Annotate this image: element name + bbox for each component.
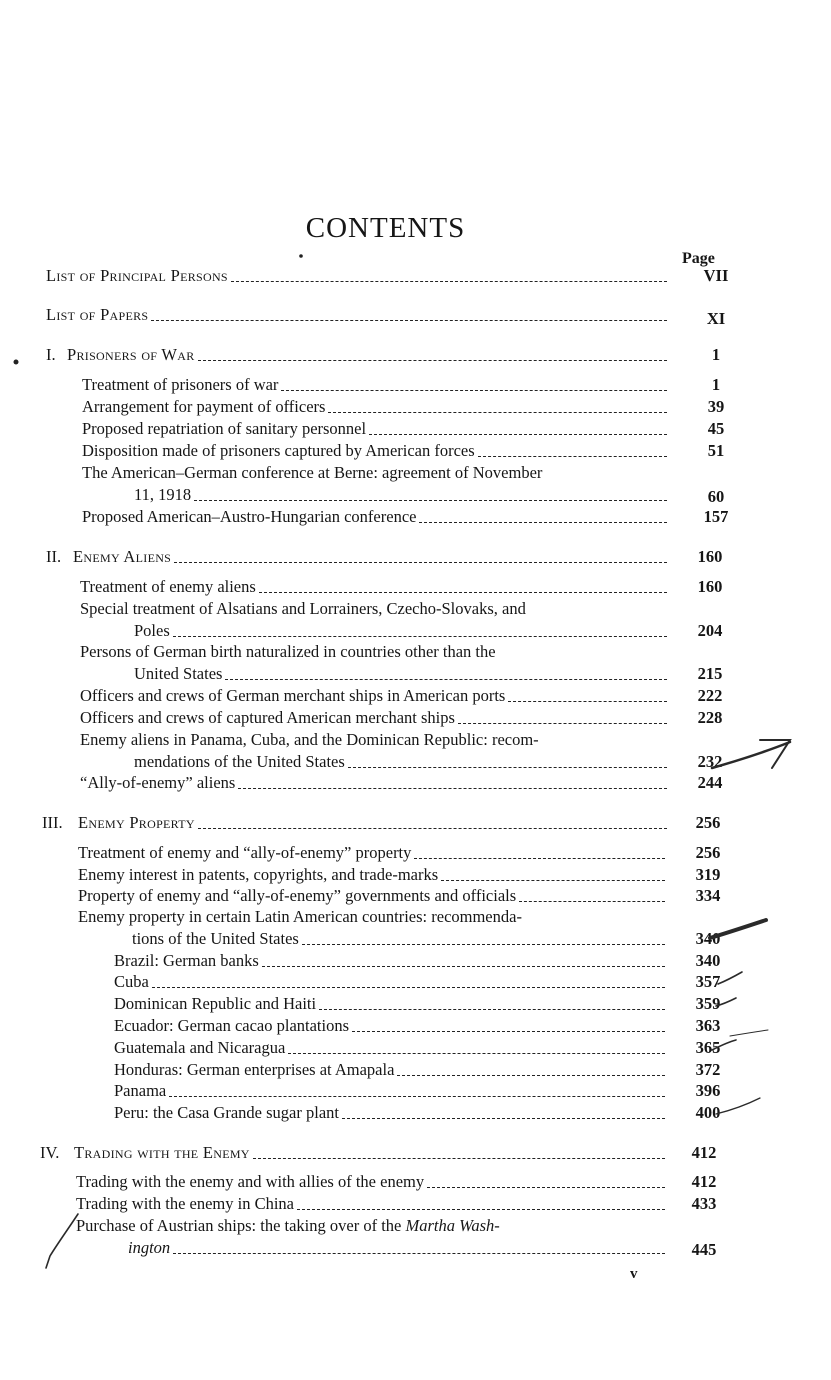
entry-label-line2: tions of the United States bbox=[132, 929, 299, 948]
entry-label: Treatment of enemy and “ally-of-enemy” property bbox=[78, 843, 412, 862]
entry-page: 232 bbox=[697, 752, 723, 771]
subentry-label: Brazil: German banks bbox=[114, 951, 259, 970]
entry-label: Arrangement for payment of officers bbox=[82, 397, 326, 416]
entry-label: Disposition made of prisoners captured by American forces bbox=[82, 441, 475, 460]
entry-page: XI bbox=[706, 309, 726, 328]
entry-label: Treatment of enemy aliens bbox=[80, 577, 256, 596]
page-title: CONTENTS bbox=[305, 212, 466, 244]
page-folio: v bbox=[630, 1266, 638, 1282]
subentry-page: 340 bbox=[695, 951, 721, 970]
entry-label: Proposed repatriation of sanitary personnel bbox=[82, 419, 367, 438]
subentry-label: Guatemala and Nicaragua bbox=[114, 1038, 286, 1057]
entry-page: 340 bbox=[695, 929, 721, 948]
pencil-check-mark bbox=[716, 998, 736, 1006]
ship-name-italic: Martha Wash- bbox=[405, 1216, 500, 1235]
entry-page: 228 bbox=[697, 708, 723, 727]
section-page: 160 bbox=[697, 547, 723, 566]
pencil-check-mark bbox=[712, 1040, 736, 1050]
entry-page: 319 bbox=[695, 865, 721, 884]
entry-label: Proposed American–Austro-Hungarian conference bbox=[82, 507, 417, 526]
entry-page: 60 bbox=[707, 487, 725, 506]
entry-label-line1: Persons of German birth naturalized in countries other than the bbox=[80, 642, 496, 661]
pencil-check-mark bbox=[46, 1214, 78, 1268]
pencil-check-mark bbox=[710, 920, 766, 938]
subentry-page: 396 bbox=[695, 1081, 721, 1100]
entry-label-line2: United States bbox=[134, 664, 223, 683]
section-title: Enemy Aliens bbox=[73, 547, 172, 566]
entry-label-line2: 11, 1918 bbox=[134, 485, 192, 504]
section-number: II. bbox=[46, 547, 62, 566]
entry-page: 215 bbox=[697, 664, 723, 683]
entry-page: VII bbox=[703, 266, 729, 285]
entry-label: Officers and crews of captured American merchant ships bbox=[80, 708, 455, 727]
subentry-label: Ecuador: German cacao plantations bbox=[114, 1016, 350, 1035]
entry-page: 433 bbox=[691, 1194, 717, 1213]
subentry-page: 363 bbox=[695, 1016, 721, 1035]
entry-page: 157 bbox=[703, 507, 729, 526]
entry-page: 51 bbox=[707, 441, 725, 460]
section-number: III. bbox=[42, 813, 63, 832]
subentry-page: 372 bbox=[695, 1060, 721, 1079]
entry-page: 222 bbox=[697, 686, 723, 705]
entry-label: List of Papers bbox=[46, 305, 149, 324]
entry-label: Trading with the enemy in China bbox=[76, 1194, 294, 1213]
entry-page: 45 bbox=[707, 419, 725, 438]
entry-label: Trading with the enemy and with allies of the enemy bbox=[76, 1172, 425, 1191]
subentry-page: 359 bbox=[695, 994, 721, 1013]
section-title: Trading with the Enemy bbox=[74, 1143, 250, 1162]
pencil-check-mark bbox=[730, 1030, 768, 1036]
arrow-mark bbox=[712, 742, 790, 768]
entry-label-line2: Poles bbox=[134, 621, 170, 640]
subentry-label: Dominican Republic and Haiti bbox=[114, 994, 317, 1013]
entry-label-line1: Purchase of Austrian ships: the taking over of the Martha Wash- bbox=[76, 1216, 500, 1235]
section-number: IV. bbox=[40, 1143, 60, 1162]
entry-page: 244 bbox=[697, 773, 723, 792]
entry-page: 412 bbox=[691, 1172, 717, 1191]
section-page: 1 bbox=[711, 345, 721, 364]
entry-label-line2: mendations of the United States bbox=[134, 752, 345, 771]
page-column-label: Page bbox=[682, 250, 715, 267]
pencil-check-mark bbox=[718, 972, 742, 984]
section-page: 256 bbox=[695, 813, 721, 832]
entry-label-line1: Enemy property in certain Latin American countries: recommenda- bbox=[78, 907, 522, 926]
entry-label: List of Principal Persons bbox=[46, 266, 228, 285]
entry-page: 1 bbox=[711, 375, 721, 394]
section-number: I. bbox=[46, 345, 56, 364]
entry-label: Enemy interest in patents, copyrights, and trade-marks bbox=[78, 865, 439, 884]
entry-page: 39 bbox=[707, 397, 725, 416]
entry-label-line2: ington bbox=[128, 1238, 171, 1257]
ink-speck bbox=[299, 254, 303, 258]
entry-label: Property of enemy and “ally-of-enemy” governments and officials bbox=[78, 886, 517, 905]
entry-label-line1: The American–German conference at Berne: agreement of November bbox=[82, 463, 543, 482]
subentry-page: 365 bbox=[695, 1038, 721, 1057]
entry-label-line1: Enemy aliens in Panama, Cuba, and the Dominican Republic: recom- bbox=[80, 730, 539, 749]
entry-label: Officers and crews of German merchant ships in American ports bbox=[80, 686, 506, 705]
section-title: Enemy Property bbox=[78, 813, 195, 832]
entry-label: Treatment of prisoners of war bbox=[82, 375, 279, 394]
subentry-page: 400 bbox=[695, 1103, 721, 1122]
pencil-check-mark bbox=[716, 1098, 760, 1114]
entry-page: 445 bbox=[691, 1240, 717, 1259]
entry-page: 256 bbox=[695, 843, 721, 862]
subentry-label: Peru: the Casa Grande sugar plant bbox=[114, 1103, 339, 1122]
entry-label-line1: Special treatment of Alsatians and Lorrainers, Czecho-Slovaks, and bbox=[80, 599, 526, 618]
subentry-label: Panama bbox=[114, 1081, 167, 1100]
section-title: Prisoners of War bbox=[67, 345, 195, 364]
ink-speck bbox=[14, 360, 19, 365]
subentry-label: Honduras: German enterprises at Amapala bbox=[114, 1060, 395, 1079]
entry-label: “Ally-of-enemy” aliens bbox=[80, 773, 236, 792]
subentry-page: 357 bbox=[695, 972, 721, 991]
section-page: 412 bbox=[691, 1143, 717, 1162]
entry-page: 160 bbox=[697, 577, 723, 596]
entry-page: 334 bbox=[695, 886, 721, 905]
subentry-label: Cuba bbox=[114, 972, 149, 991]
entry-page: 204 bbox=[697, 621, 723, 640]
